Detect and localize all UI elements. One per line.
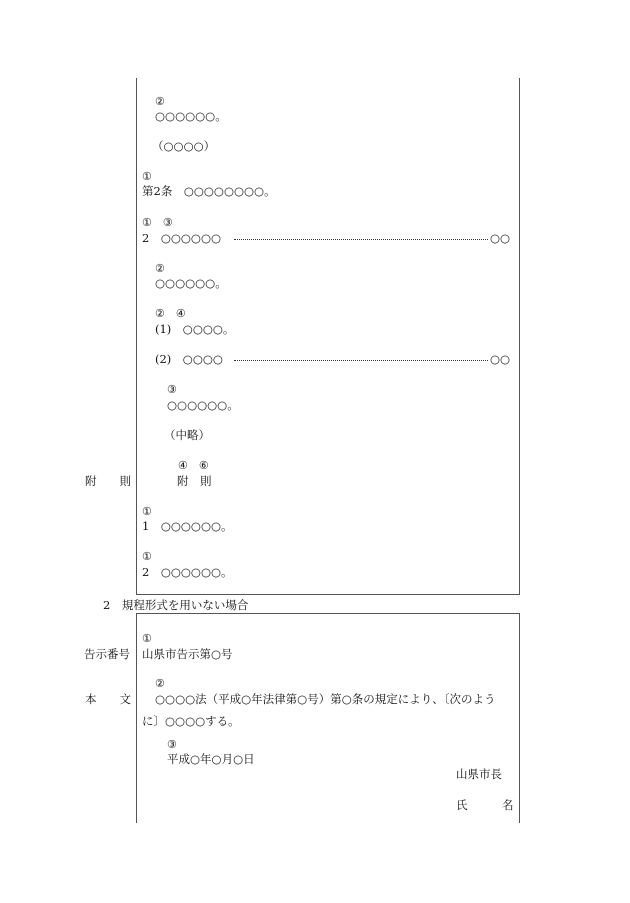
- leader-dots: [234, 239, 488, 240]
- mark: ②: [155, 262, 165, 275]
- section2-heading: 2 規程形式を用いない場合: [103, 598, 249, 612]
- text-line: (1) ○○○○。: [155, 322, 235, 336]
- body-text: に〕○○○○する。: [142, 714, 240, 728]
- text-line: 2 ○○○○○○。: [142, 565, 233, 579]
- box2-right-border: [519, 613, 520, 823]
- mayor-name: 氏 名: [456, 798, 514, 812]
- text-line: 2 ○○○○○○: [142, 231, 222, 245]
- body-text: ○○○○法（平成○年法律第○号）第○条の規定により、〔次のよう: [155, 692, 496, 706]
- text-line: ○○○○○○。: [155, 109, 227, 123]
- text-line-end: ○○: [490, 231, 511, 245]
- mark: ①: [142, 170, 152, 183]
- mark: ②: [155, 95, 165, 108]
- mark: ① ③: [142, 216, 173, 229]
- box2-left-border: [136, 613, 137, 823]
- notice-number: 山県市告示第○号: [142, 647, 233, 661]
- box1-right-border: [519, 78, 520, 595]
- mark: ②: [155, 677, 165, 690]
- text-line-end: ○○: [490, 352, 511, 366]
- text-line: ○○○○○○。: [155, 276, 227, 290]
- label-honbun: 本 文: [85, 692, 131, 706]
- supplementary-heading: 附 則: [177, 474, 212, 488]
- mark: ①: [142, 505, 152, 518]
- text-line: 1 ○○○○○○。: [142, 519, 233, 533]
- box1-bottom-border: [136, 594, 520, 595]
- label-fusoku: 附 則: [85, 474, 131, 488]
- mayor-title: 山県市長: [456, 767, 502, 781]
- date-line: 平成○年○月○日: [167, 752, 255, 766]
- text-line: (2) ○○○○: [155, 352, 223, 366]
- article-title: 第2条 ○○○○○○○○。: [142, 184, 276, 198]
- mark: ①: [142, 550, 152, 563]
- mark: ③: [167, 738, 177, 751]
- box1-left-border: [136, 78, 137, 595]
- mark: ③: [167, 383, 177, 396]
- text-line: （中略）: [164, 428, 210, 442]
- mark: ④ ⑥: [178, 459, 209, 472]
- mark: ② ④: [155, 307, 186, 320]
- box2-top-border: [136, 613, 520, 614]
- leader-dots: [234, 360, 488, 361]
- label-kokuji-number: 告示番号: [84, 647, 130, 661]
- text-line: （○○○○）: [152, 139, 216, 153]
- text-line: ○○○○○○。: [167, 398, 239, 412]
- mark: ①: [142, 632, 152, 645]
